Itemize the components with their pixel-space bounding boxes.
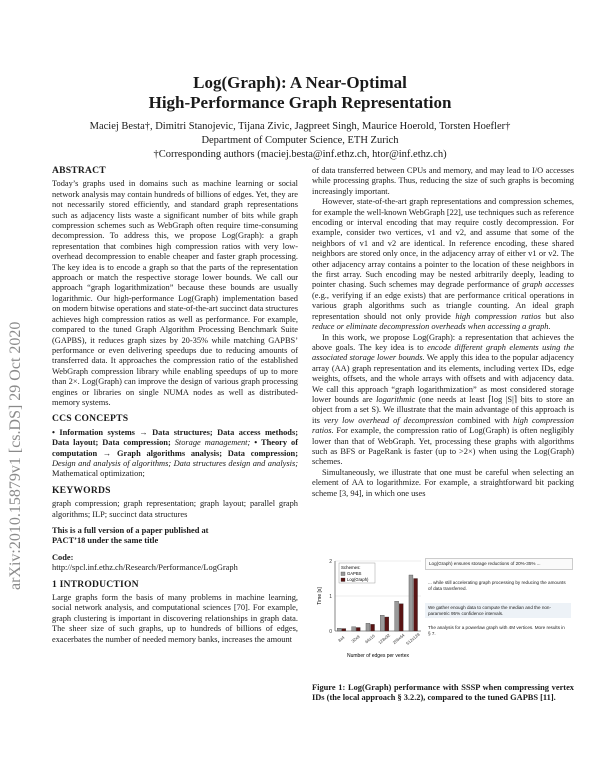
right-para-1: of data transferred between CPUs and memory, and may lead to I/O accesses while processing graphs. Thus, reducing the size of such graphs is becoming increasingly important. (312, 166, 574, 196)
author-block (0, 120, 600, 162)
bar-gapbs (337, 628, 341, 631)
title-line-2: High-Performance Graph Representation (148, 93, 452, 112)
affiliation: Department of Computer Science, ETH Zurich (201, 135, 399, 146)
figure-note-2: ... while still accelerating graph processing by reducing the amounts of data transferred. (428, 580, 566, 591)
right-para-4: Simultaneously, we illustrate that one must be careful when selecting an element of AA to logarithmize. For example, a straightforward bit packing scheme [3, 94], in which one uses (312, 467, 574, 498)
svg-text:arXiv:2010.15879v1 [cs.DS] 2: arXiv:2010.15879v1 [cs.DS] 29 Oct 2020 (7, 321, 24, 590)
bar-loggraph (385, 617, 389, 631)
y-tick-label: 2 (329, 559, 332, 565)
x-tick-label: 512x128 (405, 631, 421, 646)
x-tick-label: 128x32 (377, 632, 392, 646)
bar-gapbs (409, 575, 413, 631)
intro-text: Large graphs form the basis of many problems in machine learning, social network analysis, and computational sciences [70]. For example, graph clustering is important in discovering relationships in graph data. The sheer size of such graphs, up to hundreds of billions of edges, exacerbates the number of needed memory banks, increases the amount (52, 593, 298, 644)
bar-gapbs (380, 615, 384, 631)
arxiv-stamp (6, 180, 24, 600)
corresponding-authors: †Corresponding authors (maciej.besta@inf.ethz.ch, htor@inf.ethz.ch) (153, 149, 447, 160)
x-tick-label: 32x8 (350, 634, 361, 644)
right-para-3: In this work, we propose Log(Graph): a representation that achieves the above goals. The key idea is to encode different graph elements using the associated storage lower bounds. We apply this idea to the popular adjacency array (AA) graph representation and its elements, including vertex IDs, edge weights, offsets, and the whole arrays with offsets and with adjacency data. We call this approach “graph logarithmization” as most considered storage lower bounds are logarithmic (one needs at least ⌈log |S|⌉ bits to store an object from a set S). We illustrate that the main advantage of this approach is its very low overhead of decompression combined with high compression ratios. For example, the compression ratio of Log(Graph) is often negligibly lower than that of WebGraph. Yet, processing these graphs with algorithms such as BFS or PageRank is faster (up to >2×) when using the Log(Graph) schemes. (312, 332, 575, 467)
legend-entry: Log(Graph) (347, 577, 369, 583)
x-axis-label: Number of edges per vertex (347, 653, 409, 659)
bar-gapbs (352, 627, 356, 631)
legend-swatch (341, 578, 345, 582)
bar-loggraph (399, 604, 403, 631)
ccs-heading: CCS CONCEPTS (52, 413, 129, 425)
right-para-2: However, state-of-the-art graph representations and compression schemes, for example the well-known WebGraph [22], use techniques such as reference encoding or interval encoding that may require costly decompression. For example, consider two vertices, v1 and v2, and assume that some of the neighbors of v1 and v2 are identical. In reference encoding, these shared neighbors are stored only once, in the adjacency array of either v1 or v2. The other adjacency array contains a pointer to the location of these neighbors in the first array. Such encoding may be nested arbitrarily deeply, leading to pointer chasing. Such schemes may degrade performance of graph accesses (e.g., verifying if an edge exists) that are performance critical operations in various graph algorithms such as triangle counting. An ideal graph representation should not only provide high compression ratios but also reduce or eliminate decompression overheads when accessing a graph. (312, 197, 574, 332)
author-names: Maciej Besta†, Dimitri Stanojevic, Tijana Zivic, Jagpreet Singh, Maurice Hoerold, Torsten Hoefler† (89, 121, 511, 132)
figure-note-1: Log(Graph) ensures storage reductions of 20%-35% ... (425, 558, 573, 570)
bar-gapbs (395, 601, 399, 631)
figure-note-4: The analysis for a powerlaw graph with 4M vertices. More results in § 7. (428, 625, 565, 636)
full-version-note: This is a full version of a paper published at PACT’18 under the same title (52, 526, 209, 546)
code-label: Code: (52, 552, 74, 562)
y-tick-label: 1 (329, 594, 332, 600)
keywords-heading: KEYWORDS (52, 484, 111, 496)
code-url[interactable]: http://spcl.inf.ethz.ch/Research/Performance/LogGraph (52, 563, 238, 573)
bar-loggraph (356, 628, 360, 632)
abstract-text: Today’s graphs used in domains such as machine learning or social network analysis may contain hundreds of billions of edges. Yet, they are not necessarily stored efficiently, and standard graph representations such as adjacency lists waste a significant number of bits while graph compression schemes such as WebGraph often require time-consuming decompression. To address this, we propose Log(Graph): a graph representation that combines high compression ratios with very low-overhead decompression to enable cheaper and faster graph processing. The key idea is to encode a graph so that the parts of the representation approach or match the respective storage lower bounds. We call our approach “graph logarithmization” because these bounds are usually logarithmic. Our high-performance Log(Graph) implementation based on modern bitwise operations and state-of-the-art succinct data structures achieves high compression ratios as well as performance. For example, compared to the tuned Graph Algorithm Processing Benchmark Suite (GAPBS), it reduces graph sizes by 20-35% while matching GAPBS’ performance or even delivering speedups due to reducing amounts of transferred data. It approaches the compression ratio of the established WebGraph compression library while enabling speedups of up to more than 2×. Log(Graph) can improve the design of various graph processing engines or libraries on single NUMA nodes as well as distributed-memory systems. (52, 179, 298, 407)
abstract-heading: ABSTRACT (52, 165, 106, 176)
bar-gapbs (366, 623, 370, 631)
right-column (312, 166, 574, 499)
ccs-text: • Information systems → Data structures; Data access methods; Data layout; Data compression; Storage management; • Theory of computation → Graph algorithms analysis; Data compression; Design and analysis of algorithms; Data structures design and analysis; Mathematical optimization; (52, 427, 298, 479)
left-column (52, 166, 298, 645)
y-axis-label: Time [s] (317, 587, 323, 605)
bar-loggraph (371, 624, 375, 631)
title-line-1: Log(Graph): A Near-Optimal (193, 73, 407, 92)
paper-title (0, 73, 600, 113)
y-tick-label: 0 (329, 629, 332, 635)
legend-entry: GAPBS (347, 571, 362, 577)
intro-heading: 1 INTRODUCTION (52, 578, 139, 590)
figure-note-3: We gather enough data to compute the median and the non-parametric 95% confidence intervals. (425, 603, 571, 618)
x-tick-label: 256x64 (391, 632, 406, 646)
bar-loggraph (414, 579, 418, 632)
legend-title: Schemes: (341, 565, 361, 570)
x-tick-label: 64x16 (363, 633, 376, 645)
legend-swatch (341, 572, 345, 576)
figure-caption: Figure 1: Log(Graph) performance with SSSP when compressing vertex IDs (the local approach § 3.2.2), compared to the tuned GAPBS [11]. (312, 683, 574, 703)
x-tick-label: 8x4 (337, 634, 346, 643)
keywords-text: graph compression; graph representation; graph layout; parallel graph algorithms; ILP; succinct data structures (52, 499, 298, 519)
bar-loggraph (342, 629, 346, 631)
